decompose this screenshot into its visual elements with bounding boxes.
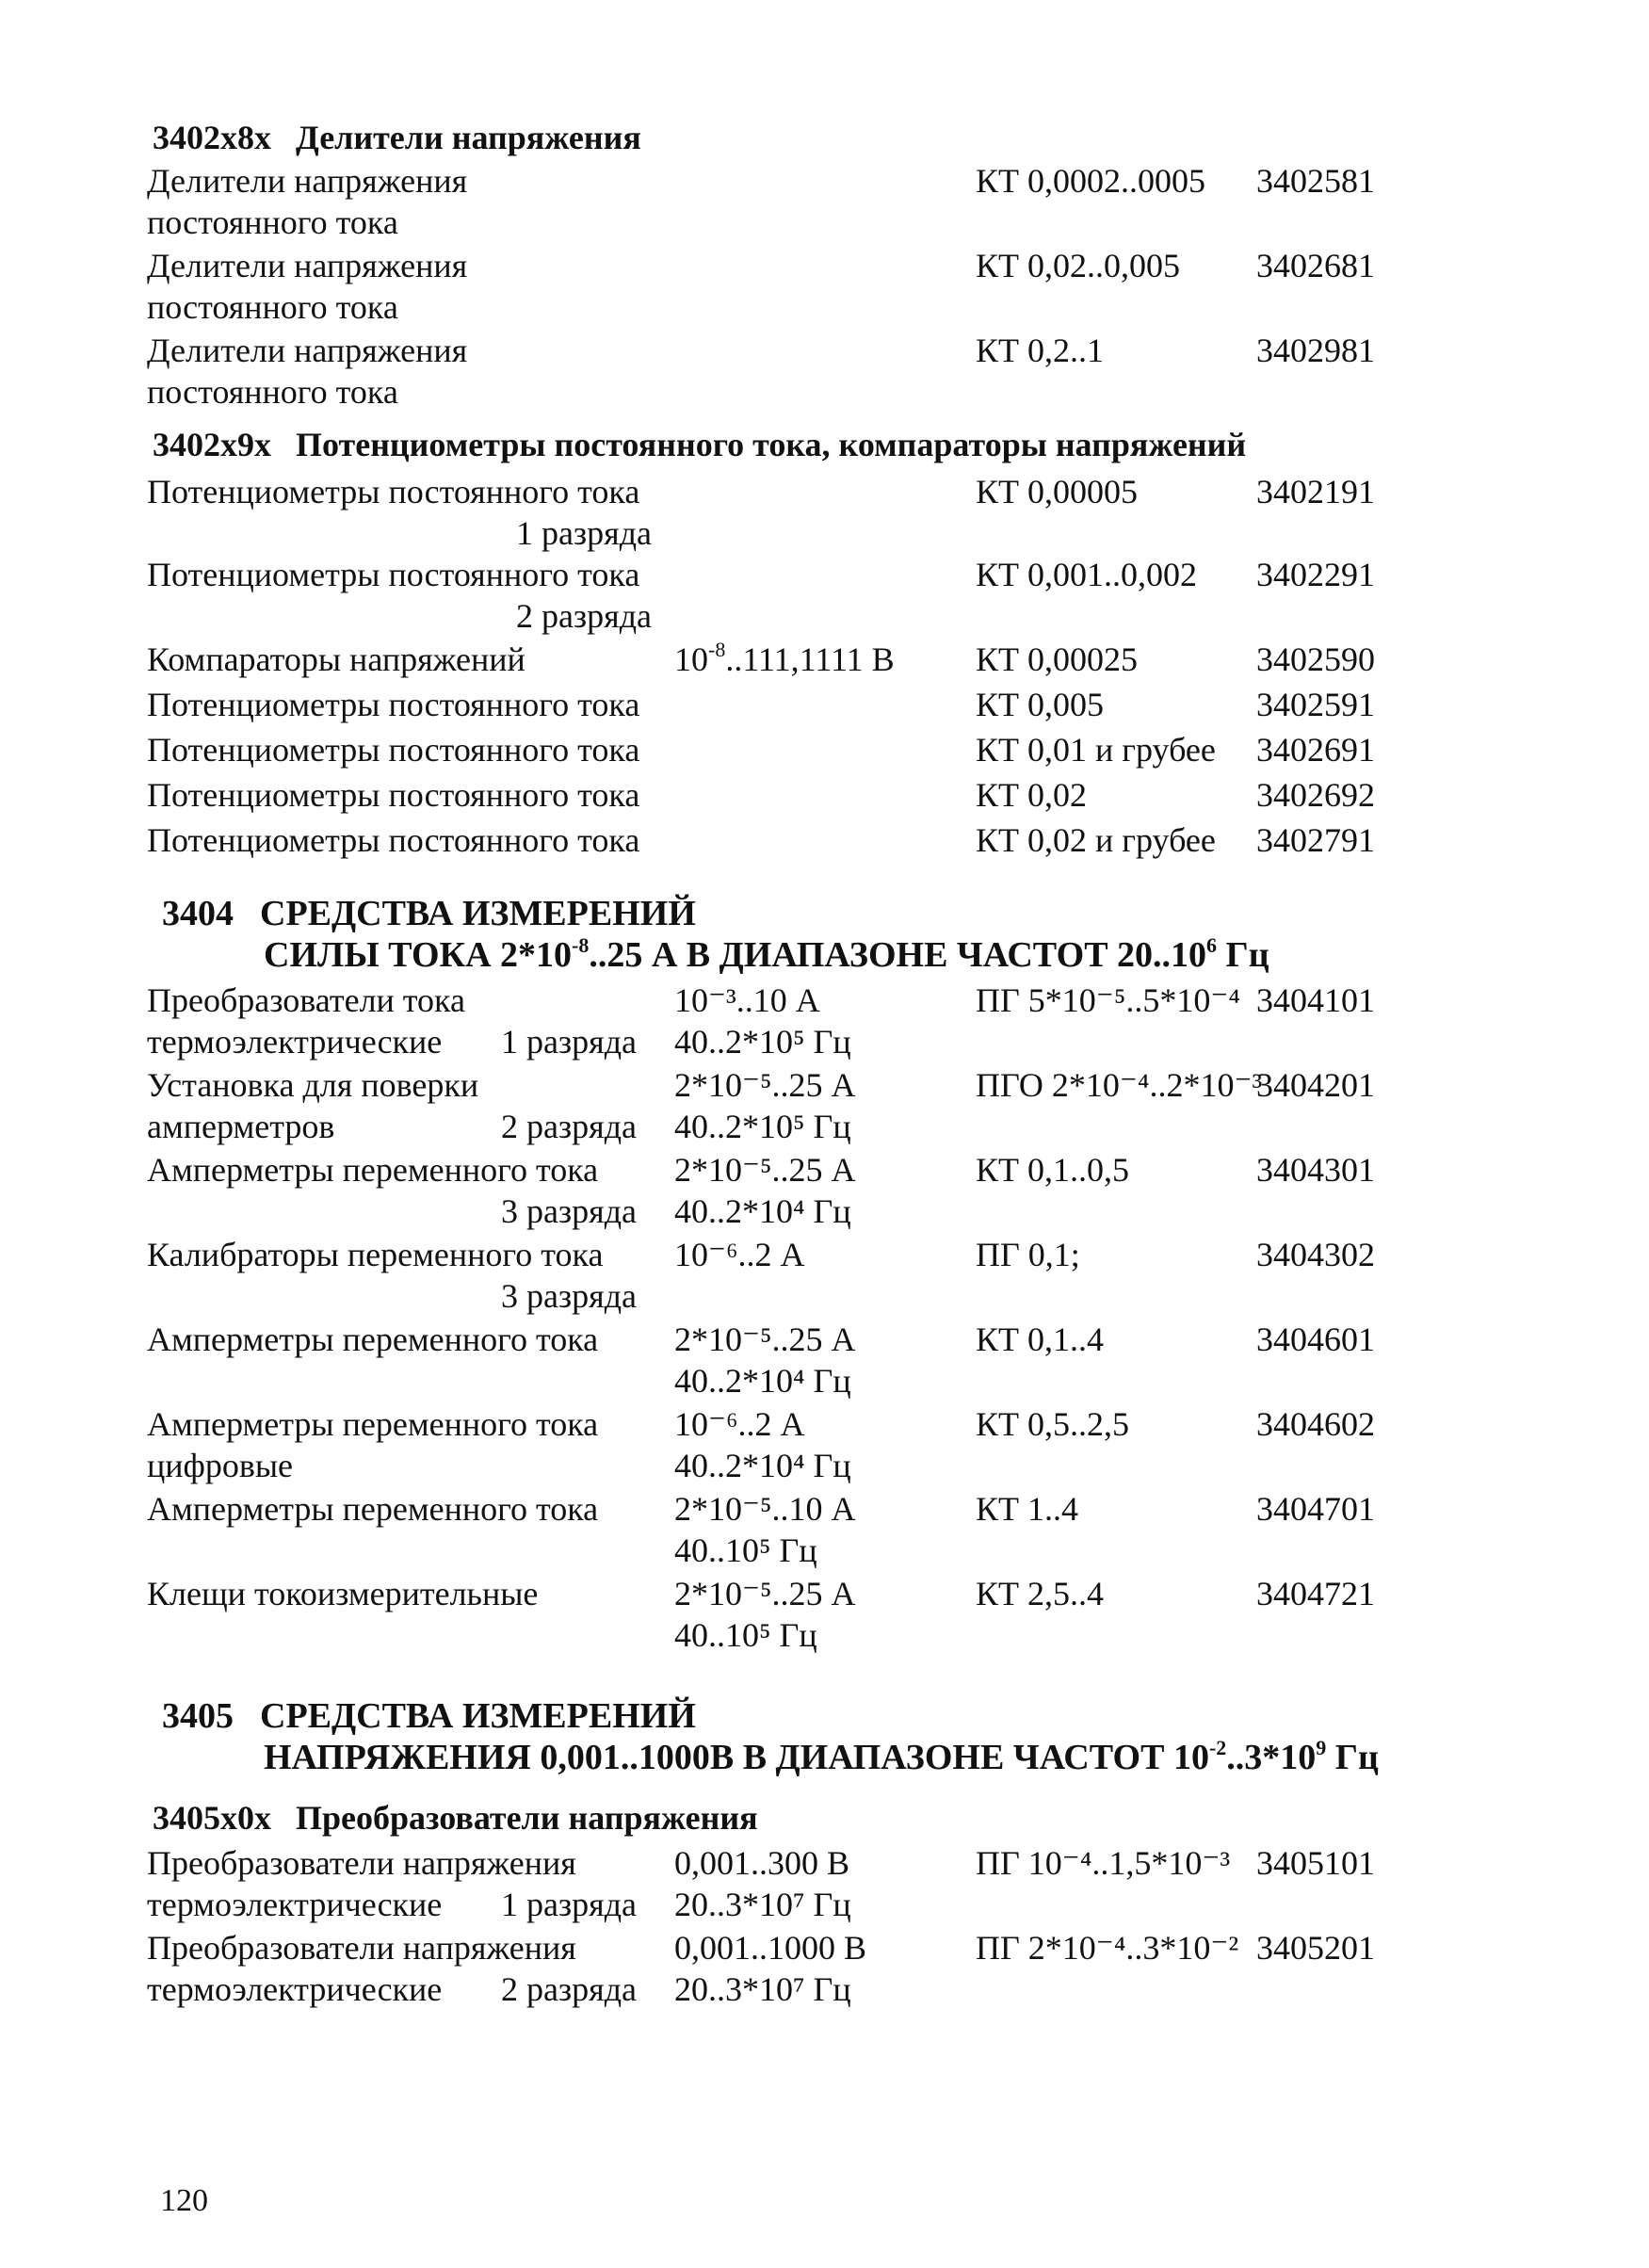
item-accuracy: ПГ 2*10⁻⁴..3*10⁻² bbox=[976, 1929, 1239, 1967]
item-rank: 3 разряда bbox=[500, 1277, 637, 1315]
item-range: 10⁻³..10 А bbox=[674, 981, 820, 1019]
item-name: Клещи токоизмерительные bbox=[147, 1575, 539, 1612]
item-code: 3402981 bbox=[1256, 332, 1375, 369]
item-frequency: 40..2*10⁴ Гц bbox=[674, 1192, 851, 1230]
subsection-title: Делители напряжения bbox=[296, 119, 641, 156]
item-name: Потенциометры постоянного тока bbox=[147, 556, 640, 593]
item-code: 3402191 bbox=[1256, 473, 1375, 510]
table-row bbox=[0, 471, 1649, 556]
section-title-line1: СРЕДСТВА ИЗМЕРЕНИЙ bbox=[260, 894, 696, 933]
table-row bbox=[0, 554, 1649, 639]
item-code: 3402791 bbox=[1256, 821, 1375, 859]
item-accuracy: ПГ 5*10⁻⁵..5*10⁻⁴ bbox=[976, 981, 1240, 1019]
item-accuracy: КТ 0,5..2,5 bbox=[976, 1405, 1130, 1443]
item-rank: 2 разряда bbox=[500, 1970, 637, 2008]
item-frequency: 40..10⁵ Гц bbox=[674, 1531, 817, 1569]
item-range: 2*10⁻⁵..10 А bbox=[674, 1490, 856, 1528]
item-name-cont: постоянного тока bbox=[147, 373, 398, 411]
item-code: 3405201 bbox=[1256, 1929, 1375, 1967]
item-code: 3402590 bbox=[1256, 640, 1375, 678]
section-title-line2: НАПРЯЖЕНИЯ 0,001..1000В В ДИАПАЗОНЕ ЧАСТОТ $10^{-2}..3*10^9$ Гц bbox=[264, 1736, 1379, 1777]
item-rank: 3 разряда bbox=[500, 1192, 637, 1230]
item-name: Амперметры переменного тока bbox=[147, 1490, 599, 1528]
item-rank: 2 разряда bbox=[515, 597, 652, 635]
item-frequency: 20..3*10⁷ Гц bbox=[674, 1886, 851, 1923]
subsection-code: 3405x0x bbox=[153, 1799, 271, 1837]
item-name: Потенциометры постоянного тока bbox=[147, 821, 640, 859]
item-rank: 1 разряда bbox=[515, 514, 652, 552]
item-name: Калибраторы переменного тока bbox=[147, 1236, 604, 1273]
table-row bbox=[0, 819, 1649, 863]
item-accuracy: КТ 2,5..4 bbox=[976, 1575, 1105, 1612]
table-row bbox=[0, 1488, 1649, 1573]
item-accuracy: ПГО 2*10⁻⁴..2*10⁻³ bbox=[976, 1066, 1263, 1104]
item-name: Делители напряжения bbox=[147, 332, 468, 369]
table-row bbox=[0, 1842, 1649, 1927]
table-row bbox=[0, 1234, 1649, 1319]
item-name: Делители напряжения bbox=[147, 162, 468, 200]
section-title-line1: СРЕДСТВА ИЗМЕРЕНИЙ bbox=[260, 1696, 696, 1736]
item-name-cont: термоэлектрические bbox=[147, 1023, 443, 1061]
item-code: 3404301 bbox=[1256, 1151, 1375, 1189]
item-accuracy: КТ 0,1..4 bbox=[976, 1320, 1105, 1358]
item-code: 3402681 bbox=[1256, 247, 1375, 284]
item-range: 0,001..300 В bbox=[674, 1844, 850, 1882]
section-code: 3405 bbox=[162, 1696, 234, 1736]
item-name: Потенциометры постоянного тока bbox=[147, 473, 640, 510]
page-number: 120 bbox=[160, 2183, 208, 2218]
table-row bbox=[0, 160, 1649, 245]
table-row bbox=[0, 1149, 1649, 1234]
item-name-cont: постоянного тока bbox=[147, 203, 398, 241]
table-row bbox=[0, 639, 1649, 682]
item-accuracy: КТ 0,01 и грубее bbox=[976, 731, 1216, 769]
item-name: Преобразователи напряжения bbox=[147, 1929, 576, 1967]
table-row bbox=[0, 774, 1649, 818]
subsection-heading bbox=[153, 117, 641, 158]
item-rank: 1 разряда bbox=[500, 1023, 637, 1061]
item-accuracy: КТ 0,2..1 bbox=[976, 332, 1105, 369]
item-frequency: 40..2*10⁴ Гц bbox=[674, 1447, 851, 1484]
table-row bbox=[0, 245, 1649, 330]
table-row bbox=[0, 1403, 1649, 1488]
table-row bbox=[0, 1927, 1649, 2012]
item-code: 3404721 bbox=[1256, 1575, 1375, 1612]
table-row bbox=[0, 980, 1649, 1064]
item-code: 3402291 bbox=[1256, 556, 1375, 593]
item-code: 3402591 bbox=[1256, 686, 1375, 723]
item-name: Потенциометры постоянного тока bbox=[147, 776, 640, 814]
item-range: $10^{-8}..111,1111$ В bbox=[674, 638, 895, 678]
item-rank: 2 разряда bbox=[500, 1108, 637, 1145]
item-range: 2*10⁻⁵..25 А bbox=[674, 1066, 856, 1104]
item-range: 10⁻⁶..2 А bbox=[674, 1405, 805, 1443]
item-frequency: 40..2*10⁵ Гц bbox=[674, 1023, 851, 1061]
item-name: Амперметры переменного тока bbox=[147, 1151, 599, 1189]
section-title-line2: СИЛЫ ТОКА $2*10^{-8}..25$ А В ДИАПАЗОНЕ ЧАСТОТ 20..10$^6$ Гц bbox=[264, 933, 1269, 975]
item-frequency: 40..10⁵ Гц bbox=[674, 1616, 817, 1654]
table-row bbox=[0, 1064, 1649, 1149]
item-accuracy: КТ 0,001..0,002 bbox=[976, 556, 1198, 593]
item-code: 3404602 bbox=[1256, 1405, 1375, 1443]
subsection-code: 3402x9x bbox=[153, 426, 271, 463]
item-name-cont: термоэлектрические bbox=[147, 1970, 443, 2008]
item-accuracy: КТ 0,1..0,5 bbox=[976, 1151, 1130, 1189]
item-name-cont: постоянного тока bbox=[147, 288, 398, 326]
section-code: 3404 bbox=[162, 894, 234, 933]
item-code: 3404701 bbox=[1256, 1490, 1375, 1528]
table-row bbox=[0, 729, 1649, 772]
item-accuracy: КТ 0,02 и грубее bbox=[976, 821, 1216, 859]
item-name: Потенциометры постоянного тока bbox=[147, 731, 640, 769]
item-name-cont: амперметров bbox=[147, 1108, 335, 1145]
item-code: 3404201 bbox=[1256, 1066, 1375, 1104]
item-frequency: 40..2*10⁵ Гц bbox=[674, 1108, 851, 1145]
item-accuracy: КТ 0,02 bbox=[976, 776, 1088, 814]
item-name: Амперметры переменного тока bbox=[147, 1320, 599, 1358]
item-frequency: 40..2*10⁴ Гц bbox=[674, 1362, 851, 1400]
item-rank: 1 разряда bbox=[500, 1886, 637, 1923]
section-heading bbox=[162, 893, 1269, 976]
item-range: 0,001..1000 В bbox=[674, 1929, 867, 1967]
item-accuracy: КТ 1..4 bbox=[976, 1490, 1079, 1528]
item-range: 2*10⁻⁵..25 А bbox=[674, 1151, 856, 1189]
subsection-heading bbox=[153, 1797, 758, 1839]
item-name: Установка для поверки bbox=[147, 1066, 479, 1104]
item-code: 3404101 bbox=[1256, 981, 1375, 1019]
subsection-heading bbox=[153, 424, 1246, 465]
item-range: 2*10⁻⁵..25 А bbox=[674, 1320, 856, 1358]
item-name-cont: цифровые bbox=[147, 1447, 294, 1484]
table-row bbox=[0, 1573, 1649, 1658]
item-code: 3405101 bbox=[1256, 1844, 1375, 1882]
item-code: 3402581 bbox=[1256, 162, 1375, 200]
item-name: Делители напряжения bbox=[147, 247, 468, 284]
item-range: 10⁻⁶..2 А bbox=[674, 1236, 805, 1273]
item-accuracy: КТ 0,02..0,005 bbox=[976, 247, 1181, 284]
item-name: Потенциометры постоянного тока bbox=[147, 686, 640, 723]
item-name: Компараторы напряжений bbox=[147, 640, 525, 678]
item-accuracy: КТ 0,005 bbox=[976, 686, 1105, 723]
table-row bbox=[0, 1319, 1649, 1403]
item-code: 3402691 bbox=[1256, 731, 1375, 769]
item-name-cont: термоэлектрические bbox=[147, 1886, 443, 1923]
item-code: 3402692 bbox=[1256, 776, 1375, 814]
item-accuracy: КТ 0,00025 bbox=[976, 640, 1139, 678]
section-heading bbox=[162, 1695, 1379, 1778]
item-name: Амперметры переменного тока bbox=[147, 1405, 599, 1443]
table-row bbox=[0, 684, 1649, 727]
table-row bbox=[0, 330, 1649, 414]
item-frequency: 20..3*10⁷ Гц bbox=[674, 1970, 851, 2008]
item-code: 3404302 bbox=[1256, 1236, 1375, 1273]
item-code: 3404601 bbox=[1256, 1320, 1375, 1358]
item-name: Преобразователи тока bbox=[147, 981, 465, 1019]
item-accuracy: КТ 0,0002..0005 bbox=[976, 162, 1206, 200]
item-accuracy: КТ 0,00005 bbox=[976, 473, 1139, 510]
item-name: Преобразователи напряжения bbox=[147, 1844, 576, 1882]
subsection-title: Преобразователи напряжения bbox=[296, 1799, 758, 1837]
subsection-code: 3402x8x bbox=[153, 119, 271, 156]
item-accuracy: ПГ 0,1; bbox=[976, 1236, 1080, 1273]
subsection-title: Потенциометры постоянного тока, компараторы напряжений bbox=[296, 426, 1247, 463]
item-range: 2*10⁻⁵..25 А bbox=[674, 1575, 856, 1612]
item-accuracy: ПГ 10⁻⁴..1,5*10⁻³ bbox=[976, 1844, 1231, 1882]
